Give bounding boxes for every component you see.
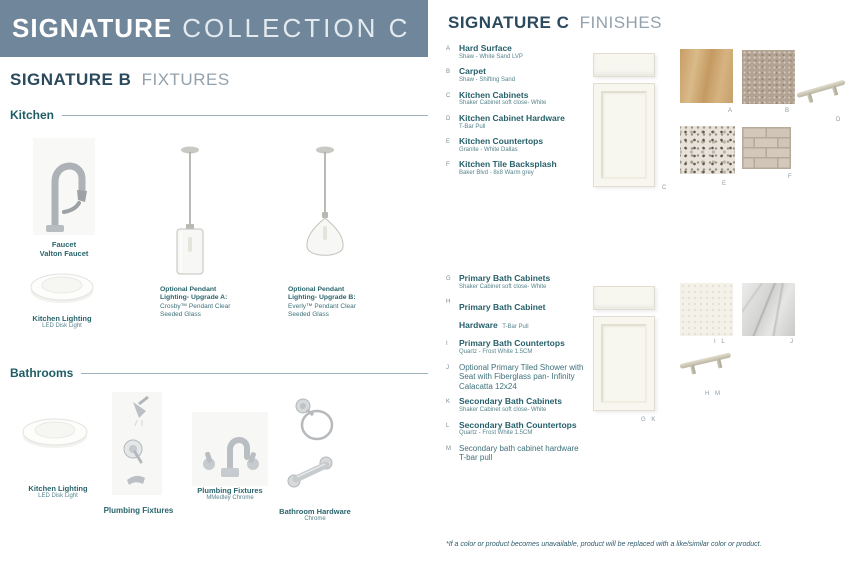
finish-item-b: B Carpet Shaw - Shifting Sand	[446, 66, 516, 84]
bath-lighting-label: Kitchen Lighting LED Disk Light	[28, 484, 88, 500]
banner-title-bold: SIGNATURE	[12, 13, 173, 43]
hard-surface-swatch	[680, 49, 733, 103]
swatch-label-a: A	[728, 108, 735, 114]
bath-hardware-label: Bathroom Hardware Chrome	[279, 507, 351, 523]
bath-disk-light-image	[20, 410, 90, 459]
bath-tbar-pull-swatch	[679, 352, 734, 383]
finish-item-l: L Secondary Bath Countertops Quartz - Frost White 1.5CM	[446, 419, 577, 437]
kitchen-group-label: Kitchen	[10, 108, 55, 122]
kitchen-disk-light-image	[28, 266, 96, 313]
pendant-b-label: Optional Pendant Lighting- Upgrade B: Everly™ Pendant Clear Seeded Glass	[288, 286, 356, 319]
swatch-label-j: J	[790, 339, 795, 345]
swatch-label-gk: G K	[641, 417, 658, 423]
finishes-heading-bold: SIGNATURE C	[448, 13, 570, 32]
finish-item-g: G Primary Bath Cabinets Shaker Cabinet soft close- White	[446, 273, 551, 290]
bathrooms-group-heading	[10, 366, 428, 380]
swatch-label-f: F	[788, 174, 794, 180]
bath-faucet-label: Plumbing Fixtures MMedley Chrome	[197, 486, 263, 502]
kitchen-faucet-label: Faucet Valton Faucet	[39, 240, 89, 259]
banner	[0, 0, 428, 57]
footnote: *If a color or product becomes unavailable, product will be replaced with a like/similar color or product.	[446, 541, 762, 548]
backsplash-tile-swatch	[742, 127, 791, 174]
granite-countertop-swatch	[680, 126, 735, 174]
pendant-a-image	[158, 142, 222, 283]
kitchen-group-heading	[10, 108, 428, 122]
kitchen-faucet-image	[33, 138, 95, 235]
carpet-swatch	[742, 50, 795, 104]
finish-item-a: A Hard Surface Shaw - White Sand LVP	[446, 43, 523, 60]
shower-fixture-image	[112, 392, 162, 495]
finish-item-c: C Kitchen Cabinets Shaker Cabinet soft close- White	[446, 89, 547, 107]
pendant-a-label: Optional Pendant Lighting- Upgrade A: Crosby™ Pendant Clear Seeded Glass	[160, 286, 231, 319]
finishes-list-bath	[446, 274, 616, 469]
finishes-heading	[448, 13, 662, 33]
swatch-label-b: B	[785, 108, 792, 114]
finish-item-f: F Kitchen Tile Backsplash Baker Blvd - 8x8 Warm grey	[446, 159, 557, 177]
swatch-label-c: C	[662, 185, 669, 191]
swatch-label-d: D	[836, 117, 843, 123]
finishes-heading-light: FINISHES	[579, 13, 662, 32]
banner-title-light: COLLECTION C	[182, 13, 411, 43]
bath-cabinet-door-swatch	[593, 286, 655, 411]
quartz-countertop-swatch	[680, 283, 733, 336]
fixtures-heading	[10, 70, 230, 90]
fixtures-heading-light: FIXTURES	[141, 70, 230, 89]
kitchen-cabinet-door-swatch	[593, 53, 655, 187]
swatch-label-hm: H M	[705, 391, 722, 397]
finish-item-i: I Primary Bath Countertops Quartz - Frost White 1.5CM	[446, 338, 565, 356]
swatch-label-il: I L	[714, 339, 727, 345]
swatch-label-e: E	[722, 181, 729, 187]
finish-item-e: E Kitchen Countertops Granite - White Dallas	[446, 136, 544, 153]
bathrooms-group-label: Bathrooms	[10, 366, 74, 380]
finish-item-m: M Secondary bath cabinet hardware T-bar pull	[446, 443, 579, 463]
kitchen-lighting-label: Kitchen Lighting LED Disk Light	[32, 314, 92, 330]
finish-item-k: K Secondary Bath Cabinets Shaker Cabinet soft close- White	[446, 396, 562, 414]
kitchen-tbar-pull-swatch	[796, 79, 850, 112]
paper-holder-image	[282, 450, 344, 499]
kitchen-rule	[62, 115, 428, 116]
finish-item-j: J Optional Primary Tiled Shower with Seat with Fiberglass pan- Infinity Calacatta 12x24	[446, 362, 584, 391]
pendant-b-image	[293, 142, 357, 273]
finish-item-h: H Primary Bath Cabinet Hardware T-Bar Pull	[446, 299, 546, 331]
finish-item-d: D Kitchen Cabinet Hardware T-Bar Pull	[446, 112, 565, 130]
towel-ring-image	[288, 394, 338, 449]
shower-tile-swatch	[742, 283, 795, 336]
bath-faucet-image	[192, 412, 268, 486]
bathrooms-rule	[81, 373, 428, 374]
shower-label: Plumbing Fixtures	[103, 506, 174, 515]
fixtures-heading-bold: SIGNATURE B	[10, 70, 132, 89]
